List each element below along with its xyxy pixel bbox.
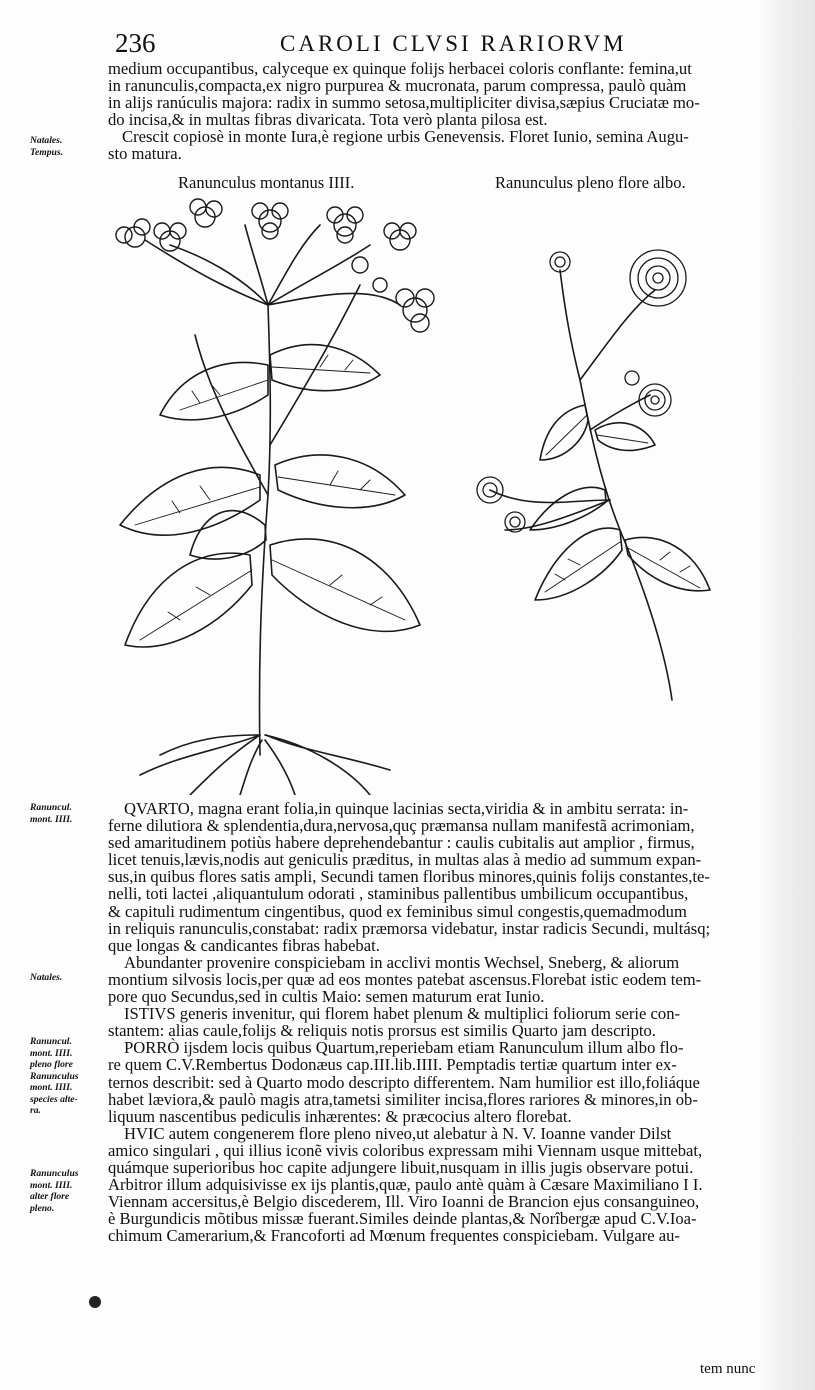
margin-note-line: Natales.: [30, 972, 63, 983]
text-line: QVARTO, magna erant folia,in quinque lacinias secta,viridia & in ambitu serrata: in-: [124, 799, 689, 818]
text-line: sed amaritudinem potiùs habere deprehendebantur : caulis cubitalis aut amplior , firmus,: [108, 833, 695, 853]
text-line: do incisa,& in multas fibras divaricata. Tota verò planta pilosa est.: [108, 110, 548, 130]
text-line: in alijs ranúculis majora: radix in summo setosa,multipliciter divisa,sæpius Cruciatæ mo-: [108, 93, 700, 113]
text-line: quámque superioribus hoc capite adjungere libuit,nusquam in illis jugis observare potui.: [108, 1157, 694, 1177]
text-line: montium silvosis locis,per quæ ad eos montes patebat ascensus.Florebat istic eodem tem-: [108, 969, 702, 989]
ink-smudge: [89, 1296, 101, 1308]
text-line: Arbitror illum adquisivisse ex ijs plantis,quæ, paulo antè quàm à Cæsare Maximiliano I I.: [108, 1175, 703, 1195]
text-line: in ranunculis,compacta,ex nigro purpurea & mucronata, parum compressa, paulò quàm: [108, 76, 687, 96]
text-line: Crescit copiosè in monte Iura,è regione urbis Genevensis. Floret Iunio, semina Augu-: [122, 127, 689, 147]
page-header: [115, 28, 775, 58]
running-title: CAROLI CLVSI RARIORVM: [280, 31, 627, 56]
text-line: licet tenuis,lævis,nodis aut geniculis præditus, in multas alas à medio ad summum expan-: [108, 850, 702, 870]
margin-note-line: alter flore: [30, 1191, 70, 1202]
text-line: re quem C.V.Rembertus Dodonæus cap.III.lib.IIII. Pemptadis tertiæ quartum inter ex-: [108, 1055, 677, 1075]
text-line: HVIC autem congenerem flore pleno niveo,ut alebatur à N. V. Ioanne vander Dilst: [124, 1123, 672, 1143]
body-text-block: [108, 800, 776, 1244]
catchword: tem nunc: [700, 1361, 756, 1377]
text-line: medium occupantibus, calyceque ex quinque folijs herbacei coloris conflante: femina,ut: [108, 59, 692, 78]
margin-note-line: Natales.: [30, 135, 63, 146]
margin-note-line: Tempus.: [30, 146, 63, 158]
text-line: pore quo Secundus,sed in cultis Maio: semen maturum erat Iunio.: [108, 987, 545, 1007]
margin-note-line: Ranunculus: [30, 1070, 79, 1082]
margin-note-line: Ranunculus: [30, 1168, 79, 1179]
text-line: in reliquis ranunculis,constabat: radix præmorsa videbatur, instar radicis Secundi, multásq;: [108, 918, 711, 938]
caption-left: Ranunculus montanus IIII.: [178, 173, 355, 192]
top-text-block: [108, 60, 776, 163]
text-line: è Burgundicis mõtibus missæ fuerant.Similes deinde plantas,& Norîbergæ apud C.V.Ioa-: [108, 1209, 697, 1229]
margin-note-line: mont. IIII.: [30, 1082, 73, 1093]
text-line: ternos describit: sed à Quarto modo descripto differentem. Nam humilior est illo,foliáque: [108, 1072, 700, 1092]
text-line: stantem: alias caule,folijs & reliquis notis prorsus est similis Quarto jam descripto.: [108, 1021, 656, 1041]
text-line: nelli, toti lactei ,aliquantulum odorati , staminibus pallentibus umbilicum occupantibus,: [108, 884, 689, 904]
text-line: habet læviora,& paulò magis atra,tametsi similiter incisa,flores rariores & minores,in ob-: [108, 1089, 698, 1109]
margin-note-line: pleno flore: [30, 1059, 73, 1070]
margin-note-line: pleno.: [30, 1202, 55, 1214]
text-line: sto matura.: [108, 144, 182, 164]
text-line: & capituli rudimentum cingentibus, quod ex feminibus simul congestis,quemadmodum: [108, 901, 687, 921]
text-line: chimum Camerarium,& Francoforti ad Mœnum frequentes conspiciebam. Vulgare au-: [108, 1226, 680, 1246]
margin-note-line: Ranuncul.: [30, 1036, 72, 1047]
margin-note-line: species alte-: [30, 1093, 78, 1105]
text-line: Viennam accersitus,è Belgio discederem, Ill. Viro Ioanni de Brancion ejus consanguineo,: [108, 1192, 700, 1212]
margin-note-alter: [30, 1168, 104, 1214]
margin-note-line: mont. IIII.: [30, 813, 73, 825]
text-line: sus,in quibus flores satis ampli, Secundi tamen floribus minores,quinis folijs constantes,te-: [108, 867, 710, 887]
text-line: ferne dilutiora & splendentia,dura,nervosa,quç præmansa nullam manifestã acrimoniam,: [108, 816, 695, 836]
text-line: liquum nascentibus pediculis inhærentes: & præcocius altero florebat.: [108, 1106, 572, 1126]
margin-note-line: ra.: [30, 1105, 41, 1116]
margin-note-pleno: [30, 1036, 104, 1117]
margin-note-line: Ranuncul.: [30, 802, 72, 813]
margin-note-ranunc-4: [30, 802, 104, 825]
woodcut-ranunculus-pleno-flore-icon: [460, 230, 720, 710]
text-line: que longas & candicantes fibras habebat.: [108, 935, 380, 955]
text-line: Abundanter provenire conspiciebam in acclivi montis Wechsel, Sneberg, & aliorum: [124, 952, 680, 972]
margin-note-natales: [30, 135, 104, 158]
page-number: 236: [115, 28, 156, 58]
woodcut-ranunculus-montanus-icon: [100, 195, 440, 795]
text-line: PORRÒ ijsdem locis quibus Quartum,reperiebam etiam Ranunculum illum albo flo-: [124, 1038, 684, 1058]
margin-note-natales-2: [30, 972, 104, 984]
margin-note-line: mont. IIII.: [30, 1047, 73, 1059]
text-line: ISTIVS generis invenitur, qui florem habet plenum & multiplici foliorum serie con-: [124, 1004, 681, 1024]
caption-right: Ranunculus pleno flore albo.: [495, 173, 686, 192]
text-line: amico singulari , qui illius iconẽ vivis coloribus expressam mihi Viennam usque mittebat,: [108, 1140, 703, 1160]
margin-note-line: mont. IIII.: [30, 1179, 73, 1191]
